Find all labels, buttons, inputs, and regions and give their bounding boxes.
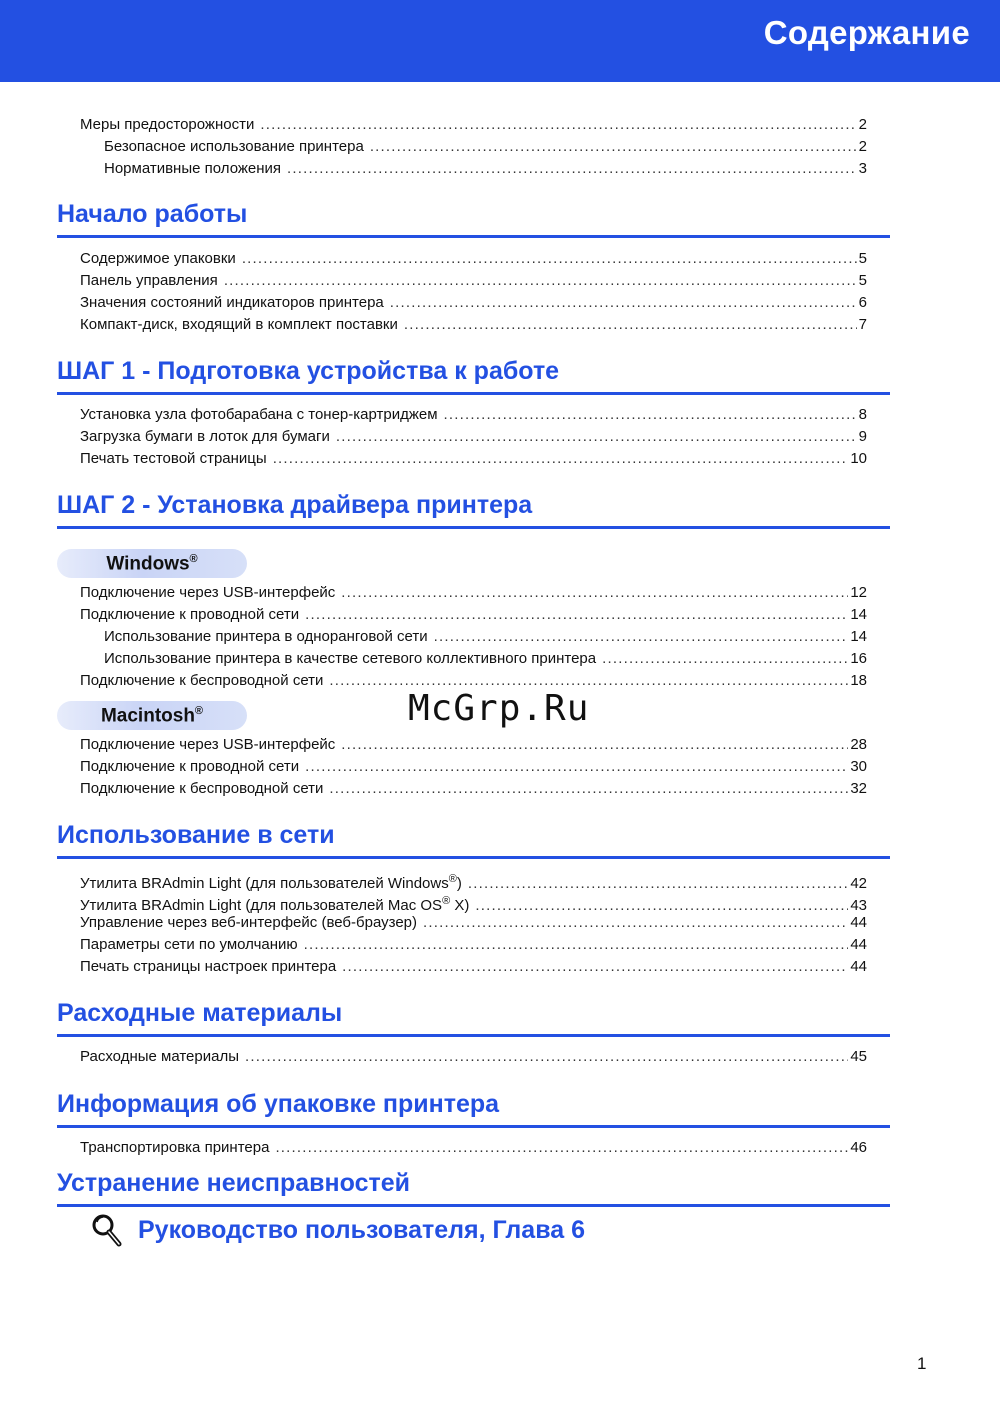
toc-entry[interactable]: Подключение через USB-интерфейс ..... 28 <box>80 734 867 756</box>
toc-subentry[interactable]: Использование принтера в одноранговой сети ..... 14 <box>104 626 867 648</box>
toc-entry[interactable]: Меры предосторожности ..... 2 <box>80 114 867 136</box>
toc-entry[interactable]: Печать страницы настроек принтера ..... 44 <box>80 956 867 978</box>
toc-entry[interactable]: Подключение через USB-интерфейс ..... 12 <box>80 582 867 604</box>
section-heading-step1: ШАГ 1 - Подготовка устройства к работе <box>57 357 890 395</box>
toc-entry[interactable]: Параметры сети по умолчанию ..... 44 <box>80 934 867 956</box>
macintosh-os-badge: Macintosh® <box>57 701 247 730</box>
page-title: Содержание <box>763 14 970 51</box>
windows-os-badge: Windows® <box>57 549 247 578</box>
toc-entry[interactable]: Подключение к проводной сети ..... 14 <box>80 604 867 626</box>
toc-entry[interactable]: Транспортировка принтера ..... 46 <box>80 1137 867 1159</box>
page-number: 1 <box>917 1354 927 1373</box>
toc-entry[interactable]: Подключение к беспроводной сети ..... 32 <box>80 778 867 800</box>
header-banner <box>0 0 1000 82</box>
user-guide-reference[interactable] <box>90 1212 585 1248</box>
toc-entry[interactable]: Подключение к проводной сети ..... 30 <box>80 756 867 778</box>
section-heading-packing: Информация об упаковке принтера <box>57 1090 890 1128</box>
watermark-text: McGrp.Ru <box>408 688 590 729</box>
toc-entry[interactable]: Значения состояний индикаторов принтера ..... 6 <box>80 292 867 314</box>
section-heading-start: Начало работы <box>57 200 890 238</box>
toc-entry[interactable]: Утилита BRAdmin Light (для пользователей Windows®) ..... 42 <box>80 868 867 895</box>
toc-entry[interactable]: Компакт-диск, входящий в комплект поставки ..... 7 <box>80 314 867 336</box>
toc-entry[interactable]: Управление через веб-интерфейс (веб-браузер) ..... 44 <box>80 912 867 934</box>
reference-text: Руководство пользователя, Глава 6 <box>138 1215 585 1244</box>
toc-entry[interactable]: Панель управления ..... 5 <box>80 270 867 292</box>
toc-subentry[interactable]: Использование принтера в качестве сетевого коллективного принтера ..... 16 <box>104 648 867 670</box>
section-heading-network: Использование в сети <box>57 821 890 859</box>
section-heading-troubleshooting: Устранение неисправностей <box>57 1169 890 1207</box>
toc-entry[interactable]: Установка узла фотобарабана с тонер-картриджем ..... 8 <box>80 404 867 426</box>
section-heading-step2: ШАГ 2 - Установка драйвера принтера <box>57 491 890 529</box>
toc-entry[interactable]: Подключение к беспроводной сети ..... 18 <box>80 670 867 692</box>
toc-subentry[interactable]: Нормативные положения ..... 3 <box>104 158 867 180</box>
toc-entry[interactable]: Расходные материалы ..... 45 <box>80 1046 867 1068</box>
magnifier-icon <box>90 1212 124 1248</box>
toc-entry[interactable]: Печать тестовой страницы ..... 10 <box>80 448 867 470</box>
toc-subentry[interactable]: Безопасное использование принтера ..... 2 <box>104 136 867 158</box>
toc-entry[interactable]: Содержимое упаковки ..... 5 <box>80 248 867 270</box>
toc-entry[interactable]: Загрузка бумаги в лоток для бумаги ..... 9 <box>80 426 867 448</box>
toc-entry[interactable]: Утилита BRAdmin Light (для пользователей Mac OS® X) ..... 43 <box>80 890 867 917</box>
section-heading-consumables: Расходные материалы <box>57 999 890 1037</box>
